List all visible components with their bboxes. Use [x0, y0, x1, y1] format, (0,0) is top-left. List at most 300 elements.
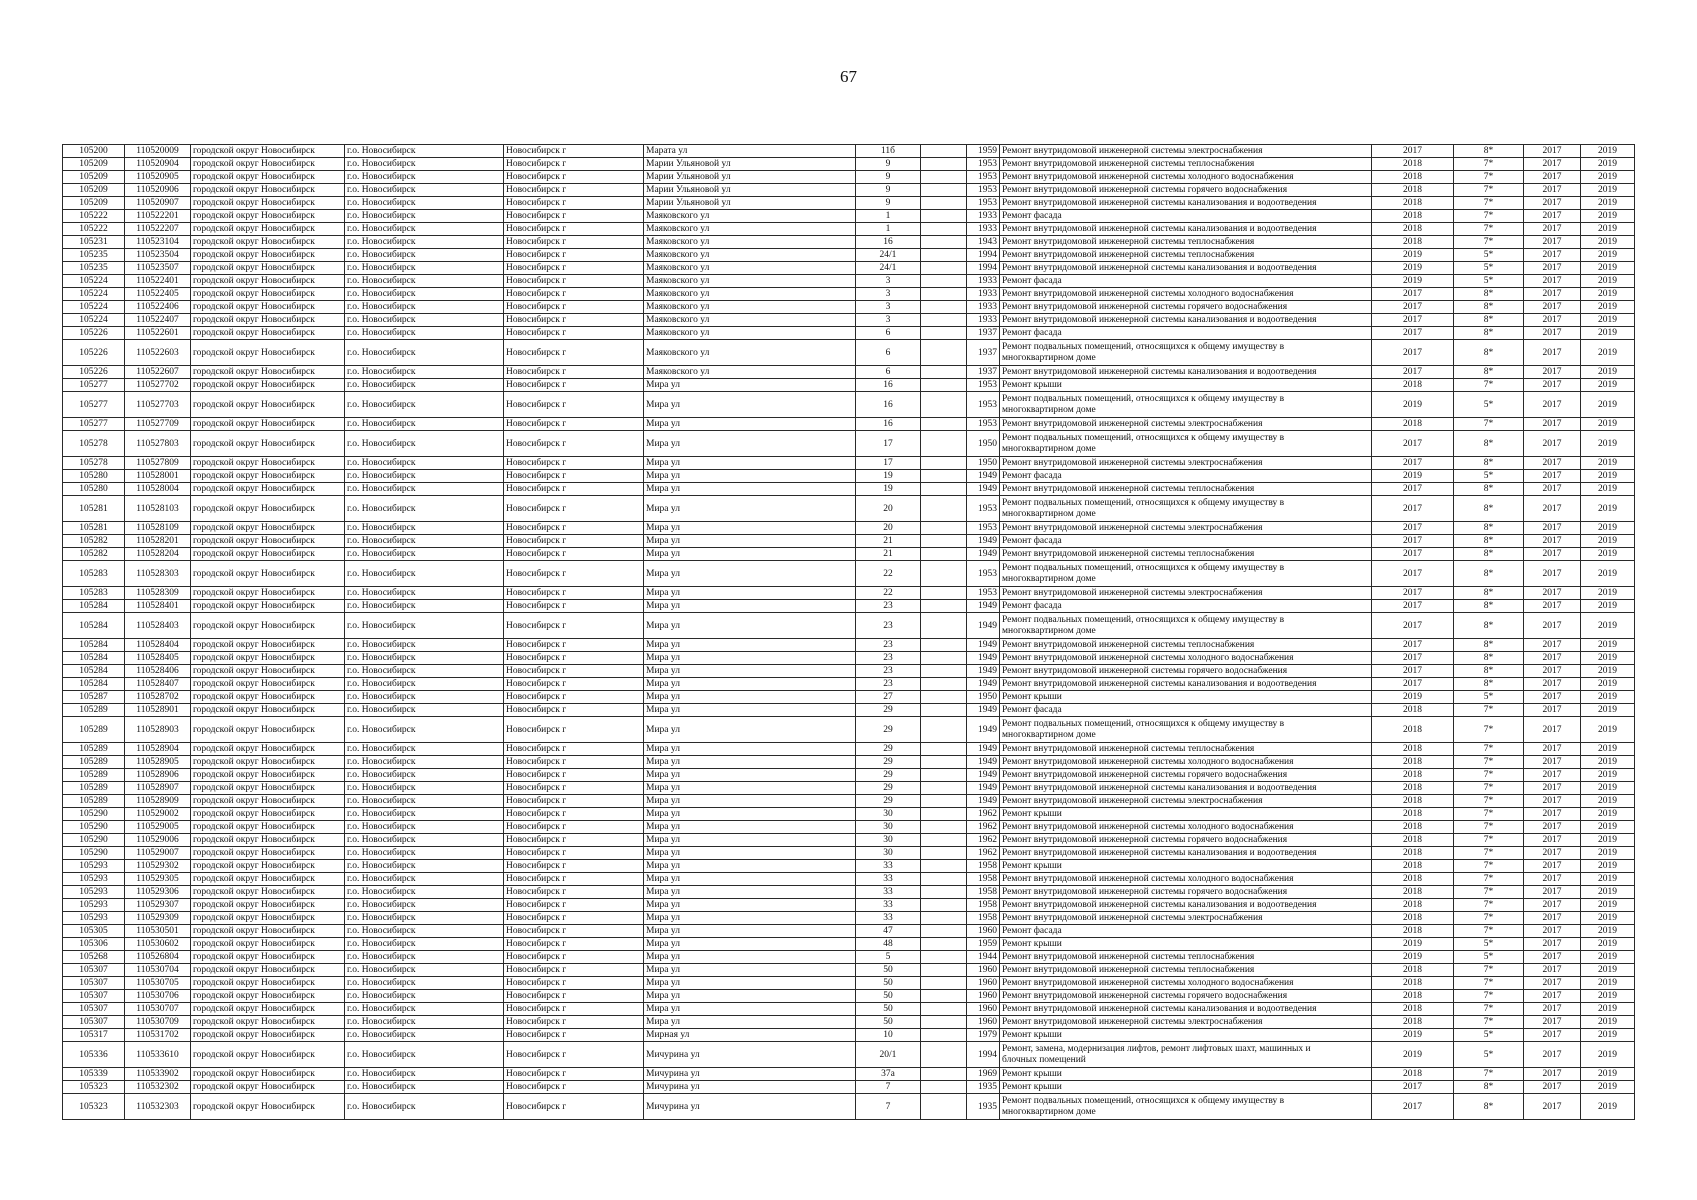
table-row — [63, 769, 1635, 782]
blank-cell — [921, 249, 967, 262]
build-year-cell: 1933 — [967, 223, 1000, 236]
period-end-cell: 2019 — [1581, 275, 1635, 288]
period-start-cell: 2017 — [1524, 743, 1581, 756]
priority-cell: 5* — [1454, 249, 1524, 262]
period-start-cell: 2017 — [1524, 301, 1581, 314]
work-id-cell: 110531702 — [125, 1029, 191, 1042]
work-id-cell: 110529007 — [125, 847, 191, 860]
period-start-cell: 2017 — [1524, 1029, 1581, 1042]
priority-cell: 7* — [1454, 1003, 1524, 1016]
house-number-cell: 23 — [856, 652, 921, 665]
blank-cell — [921, 366, 967, 379]
table-row — [63, 587, 1635, 600]
period-end-cell: 2019 — [1581, 262, 1635, 275]
blank-cell — [921, 990, 967, 1003]
street-cell: Маяковского ул — [644, 223, 856, 236]
locality-cell: Новосибирск г — [504, 275, 644, 288]
work-type-text: Ремонт внутридомовой инженерной системы канализования и водоотведения — [1002, 848, 1317, 858]
work-type-text: Ремонт фасада — [1002, 471, 1062, 481]
work-id-cell: 110528303 — [125, 561, 191, 587]
period-end-cell: 2019 — [1581, 678, 1635, 691]
plan-year-cell: 2019 — [1372, 951, 1454, 964]
period-start-cell: 2017 — [1524, 535, 1581, 548]
plan-year-cell: 2018 — [1372, 769, 1454, 782]
work-id-cell: 110527803 — [125, 431, 191, 457]
priority-cell: 8* — [1454, 145, 1524, 158]
work-type-cell — [1000, 821, 1372, 834]
street-cell: Мира ул — [644, 769, 856, 782]
city-district-cell: г.о. Новосибирск — [345, 301, 504, 314]
street-cell: Мира ул — [644, 977, 856, 990]
house-number-cell: 23 — [856, 600, 921, 613]
object-id-cell: 105278 — [63, 457, 125, 470]
street-cell: Маяковского ул — [644, 288, 856, 301]
blank-cell — [921, 691, 967, 704]
locality-cell: Новосибирск г — [504, 1068, 644, 1081]
object-id-cell: 105307 — [63, 977, 125, 990]
locality-cell: Новосибирск г — [504, 782, 644, 795]
priority-cell: 7* — [1454, 184, 1524, 197]
street-cell: Мира ул — [644, 613, 856, 639]
street-cell: Маяковского ул — [644, 301, 856, 314]
plan-year-cell: 2018 — [1372, 379, 1454, 392]
period-start-cell: 2017 — [1524, 691, 1581, 704]
object-id-cell: 105289 — [63, 704, 125, 717]
locality-cell: Новосибирск г — [504, 197, 644, 210]
period-end-cell: 2019 — [1581, 561, 1635, 587]
work-type-text: Ремонт внутридомовой инженерной системы горячего водоснабжения — [1002, 302, 1288, 312]
plan-year-cell: 2018 — [1372, 184, 1454, 197]
object-id-cell: 105323 — [63, 1094, 125, 1120]
priority-cell: 5* — [1454, 938, 1524, 951]
period-end-cell: 2019 — [1581, 912, 1635, 925]
work-type-cell — [1000, 756, 1372, 769]
municipality-cell: городской округ Новосибирск — [191, 704, 345, 717]
house-number-cell: 20/1 — [856, 1042, 921, 1068]
priority-cell: 8* — [1454, 288, 1524, 301]
object-id-cell: 105339 — [63, 1068, 125, 1081]
house-number-cell: 1 — [856, 223, 921, 236]
work-type-text: Ремонт внутридомовой инженерной системы электроснабжения — [1002, 146, 1263, 156]
work-id-cell: 110527702 — [125, 379, 191, 392]
city-district-cell: г.о. Новосибирск — [345, 379, 504, 392]
work-id-cell: 110528906 — [125, 769, 191, 782]
object-id-cell: 105222 — [63, 223, 125, 236]
house-number-cell: 33 — [856, 860, 921, 873]
house-number-cell: 20 — [856, 522, 921, 535]
priority-cell: 7* — [1454, 964, 1524, 977]
work-id-cell: 110528403 — [125, 613, 191, 639]
plan-year-cell: 2018 — [1372, 990, 1454, 1003]
city-district-cell: г.о. Новосибирск — [345, 704, 504, 717]
blank-cell — [921, 743, 967, 756]
period-end-cell: 2019 — [1581, 548, 1635, 561]
build-year-cell: 1949 — [967, 717, 1000, 743]
priority-cell: 8* — [1454, 522, 1524, 535]
period-start-cell: 2017 — [1524, 938, 1581, 951]
municipality-cell: городской округ Новосибирск — [191, 535, 345, 548]
build-year-cell: 1959 — [967, 938, 1000, 951]
period-start-cell: 2017 — [1524, 288, 1581, 301]
locality-cell: Новосибирск г — [504, 756, 644, 769]
period-end-cell: 2019 — [1581, 1029, 1635, 1042]
locality-cell: Новосибирск г — [504, 1094, 644, 1120]
period-end-cell: 2019 — [1581, 236, 1635, 249]
house-number-cell: 10 — [856, 1029, 921, 1042]
work-type-text: Ремонт внутридомовой инженерной системы горячего водоснабжения — [1002, 835, 1288, 845]
work-type-text: Ремонт крыши — [1002, 380, 1062, 390]
build-year-cell: 1949 — [967, 743, 1000, 756]
work-type-cell — [1000, 249, 1372, 262]
street-cell: Мира ул — [644, 691, 856, 704]
street-cell: Мичурина ул — [644, 1094, 856, 1120]
object-id-cell: 105289 — [63, 795, 125, 808]
house-number-cell: 3 — [856, 301, 921, 314]
period-end-cell: 2019 — [1581, 340, 1635, 366]
work-type-text: Ремонт внутридомовой инженерной системы канализования и водоотведения — [1002, 1004, 1317, 1014]
street-cell: Мичурина ул — [644, 1042, 856, 1068]
period-start-cell: 2017 — [1524, 145, 1581, 158]
street-cell: Мира ул — [644, 496, 856, 522]
object-id-cell: 105224 — [63, 314, 125, 327]
city-district-cell: г.о. Новосибирск — [345, 158, 504, 171]
period-start-cell: 2017 — [1524, 379, 1581, 392]
municipality-cell: городской округ Новосибирск — [191, 925, 345, 938]
city-district-cell: г.о. Новосибирск — [345, 249, 504, 262]
period-start-cell: 2017 — [1524, 158, 1581, 171]
build-year-cell: 1960 — [967, 925, 1000, 938]
plan-year-cell: 2019 — [1372, 249, 1454, 262]
street-cell: Мира ул — [644, 418, 856, 431]
work-type-text: Ремонт подвальных помещений, относящихся к общему имуществу в многоквартирном доме — [1002, 1095, 1285, 1117]
house-number-cell: 30 — [856, 834, 921, 847]
blank-cell — [921, 613, 967, 639]
city-district-cell: г.о. Новосибирск — [345, 1029, 504, 1042]
period-start-cell: 2017 — [1524, 327, 1581, 340]
plan-year-cell: 2017 — [1372, 548, 1454, 561]
object-id-cell: 105290 — [63, 834, 125, 847]
city-district-cell: г.о. Новосибирск — [345, 535, 504, 548]
period-end-cell: 2019 — [1581, 249, 1635, 262]
blank-cell — [921, 301, 967, 314]
blank-cell — [921, 782, 967, 795]
street-cell: Мира ул — [644, 886, 856, 899]
blank-cell — [921, 327, 967, 340]
period-start-cell: 2017 — [1524, 613, 1581, 639]
build-year-cell: 1962 — [967, 847, 1000, 860]
work-type-text: Ремонт подвальных помещений, относящихся к общему имуществу в многоквартирном доме — [1002, 718, 1285, 740]
street-cell: Марии Ульяновой ул — [644, 171, 856, 184]
period-end-cell: 2019 — [1581, 210, 1635, 223]
plan-year-cell: 2018 — [1372, 912, 1454, 925]
work-id-cell: 110529305 — [125, 873, 191, 886]
period-start-cell: 2017 — [1524, 600, 1581, 613]
build-year-cell: 1933 — [967, 275, 1000, 288]
period-end-cell: 2019 — [1581, 795, 1635, 808]
period-start-cell: 2017 — [1524, 912, 1581, 925]
house-number-cell: 9 — [856, 184, 921, 197]
work-type-cell — [1000, 470, 1372, 483]
table-row — [63, 470, 1635, 483]
blank-cell — [921, 483, 967, 496]
house-number-cell: 23 — [856, 678, 921, 691]
work-type-text: Ремонт внутридомовой инженерной системы холодного водоснабжения — [1002, 822, 1294, 832]
work-id-cell: 110528909 — [125, 795, 191, 808]
plan-year-cell: 2018 — [1372, 808, 1454, 821]
work-type-text: Ремонт, замена, модернизация лифтов, ремонт лифтовых шахт, машинных и блочных помещений — [1002, 1043, 1311, 1065]
object-id-cell: 105235 — [63, 249, 125, 262]
work-type-text: Ремонт внутридомовой инженерной системы холодного водоснабжения — [1002, 653, 1294, 663]
blank-cell — [921, 821, 967, 834]
blank-cell — [921, 860, 967, 873]
build-year-cell: 1949 — [967, 704, 1000, 717]
table-row — [63, 665, 1635, 678]
work-type-text: Ремонт фасада — [1002, 601, 1062, 611]
period-end-cell: 2019 — [1581, 938, 1635, 951]
street-cell: Маяковского ул — [644, 327, 856, 340]
city-district-cell: г.о. Новосибирск — [345, 613, 504, 639]
table-row — [63, 483, 1635, 496]
house-number-cell: 30 — [856, 821, 921, 834]
period-start-cell: 2017 — [1524, 184, 1581, 197]
work-type-text: Ремонт внутридомовой инженерной системы электроснабжения — [1002, 1017, 1263, 1027]
work-type-text: Ремонт внутридомовой инженерной системы горячего водоснабжения — [1002, 991, 1288, 1001]
work-type-cell — [1000, 431, 1372, 457]
city-district-cell: г.о. Новосибирск — [345, 769, 504, 782]
work-type-text: Ремонт подвальных помещений, относящихся к общему имуществу в многоквартирном доме — [1002, 614, 1285, 636]
priority-cell: 8* — [1454, 652, 1524, 665]
work-type-cell — [1000, 1081, 1372, 1094]
build-year-cell: 1949 — [967, 652, 1000, 665]
locality-cell: Новосибирск г — [504, 301, 644, 314]
locality-cell: Новосибирск г — [504, 938, 644, 951]
plan-year-cell: 2017 — [1372, 496, 1454, 522]
table-row — [63, 1094, 1635, 1120]
work-id-cell: 110528405 — [125, 652, 191, 665]
period-start-cell: 2017 — [1524, 223, 1581, 236]
work-type-text: Ремонт внутридомовой инженерной системы теплоснабжения — [1002, 237, 1255, 247]
period-start-cell: 2017 — [1524, 964, 1581, 977]
table-row — [63, 548, 1635, 561]
street-cell: Мичурина ул — [644, 1081, 856, 1094]
period-start-cell: 2017 — [1524, 847, 1581, 860]
period-start-cell: 2017 — [1524, 795, 1581, 808]
locality-cell: Новосибирск г — [504, 834, 644, 847]
city-district-cell: г.о. Новосибирск — [345, 990, 504, 1003]
period-end-cell: 2019 — [1581, 613, 1635, 639]
table-row — [63, 1029, 1635, 1042]
work-id-cell: 110530704 — [125, 964, 191, 977]
plan-year-cell: 2018 — [1372, 197, 1454, 210]
locality-cell: Новосибирск г — [504, 795, 644, 808]
work-type-text: Ремонт внутридомовой инженерной системы теплоснабжения — [1002, 484, 1255, 494]
build-year-cell: 1962 — [967, 821, 1000, 834]
build-year-cell: 1935 — [967, 1094, 1000, 1120]
work-type-text: Ремонт фасада — [1002, 705, 1062, 715]
locality-cell: Новосибирск г — [504, 899, 644, 912]
build-year-cell: 1969 — [967, 1068, 1000, 1081]
work-id-cell: 110520906 — [125, 184, 191, 197]
priority-cell: 5* — [1454, 392, 1524, 418]
table-row — [63, 431, 1635, 457]
city-district-cell: г.о. Новосибирск — [345, 743, 504, 756]
object-id-cell: 105293 — [63, 873, 125, 886]
house-number-cell: 33 — [856, 899, 921, 912]
object-id-cell: 105305 — [63, 925, 125, 938]
locality-cell: Новосибирск г — [504, 1042, 644, 1068]
house-number-cell: 3 — [856, 288, 921, 301]
plan-year-cell: 2019 — [1372, 392, 1454, 418]
table-row — [63, 938, 1635, 951]
period-end-cell: 2019 — [1581, 145, 1635, 158]
municipality-cell: городской округ Новосибирск — [191, 639, 345, 652]
locality-cell: Новосибирск г — [504, 431, 644, 457]
priority-cell: 7* — [1454, 795, 1524, 808]
city-district-cell: г.о. Новосибирск — [345, 1003, 504, 1016]
locality-cell: Новосибирск г — [504, 288, 644, 301]
work-id-cell: 110520009 — [125, 145, 191, 158]
plan-year-cell: 2018 — [1372, 795, 1454, 808]
object-id-cell: 105287 — [63, 691, 125, 704]
build-year-cell: 1937 — [967, 340, 1000, 366]
table-row — [63, 808, 1635, 821]
work-id-cell: 110530706 — [125, 990, 191, 1003]
street-cell: Мира ул — [644, 1016, 856, 1029]
city-district-cell: г.о. Новосибирск — [345, 691, 504, 704]
work-id-cell: 110522405 — [125, 288, 191, 301]
work-type-cell — [1000, 613, 1372, 639]
plan-year-cell: 2018 — [1372, 886, 1454, 899]
street-cell: Мира ул — [644, 483, 856, 496]
priority-cell: 7* — [1454, 860, 1524, 873]
work-type-cell — [1000, 418, 1372, 431]
work-id-cell: 110528109 — [125, 522, 191, 535]
blank-cell — [921, 873, 967, 886]
priority-cell: 7* — [1454, 418, 1524, 431]
work-type-cell — [1000, 158, 1372, 171]
table-row — [63, 717, 1635, 743]
work-type-cell — [1000, 665, 1372, 678]
work-type-text: Ремонт внутридомовой инженерной системы электроснабжения — [1002, 796, 1263, 806]
priority-cell: 7* — [1454, 899, 1524, 912]
plan-year-cell: 2017 — [1372, 327, 1454, 340]
table-body — [63, 145, 1635, 1120]
table-row — [63, 704, 1635, 717]
work-id-cell: 110530602 — [125, 938, 191, 951]
locality-cell: Новосибирск г — [504, 990, 644, 1003]
plan-year-cell: 2017 — [1372, 301, 1454, 314]
priority-cell: 7* — [1454, 379, 1524, 392]
street-cell: Мира ул — [644, 522, 856, 535]
locality-cell: Новосибирск г — [504, 561, 644, 587]
blank-cell — [921, 561, 967, 587]
blank-cell — [921, 912, 967, 925]
object-id-cell: 105284 — [63, 613, 125, 639]
build-year-cell: 1937 — [967, 327, 1000, 340]
period-end-cell: 2019 — [1581, 860, 1635, 873]
city-district-cell: г.о. Новосибирск — [345, 431, 504, 457]
municipality-cell: городской округ Новосибирск — [191, 522, 345, 535]
city-district-cell: г.о. Новосибирск — [345, 392, 504, 418]
period-end-cell: 2019 — [1581, 197, 1635, 210]
period-end-cell: 2019 — [1581, 1081, 1635, 1094]
object-id-cell: 105226 — [63, 366, 125, 379]
object-id-cell: 105293 — [63, 912, 125, 925]
municipality-cell: городской округ Новосибирск — [191, 288, 345, 301]
period-start-cell: 2017 — [1524, 990, 1581, 1003]
table-row — [63, 678, 1635, 691]
locality-cell: Новосибирск г — [504, 613, 644, 639]
blank-cell — [921, 431, 967, 457]
work-type-cell — [1000, 548, 1372, 561]
object-id-cell: 105224 — [63, 275, 125, 288]
object-id-cell: 105200 — [63, 145, 125, 158]
municipality-cell: городской округ Новосибирск — [191, 366, 345, 379]
blank-cell — [921, 587, 967, 600]
object-id-cell: 105284 — [63, 678, 125, 691]
object-id-cell: 105307 — [63, 990, 125, 1003]
build-year-cell: 1950 — [967, 691, 1000, 704]
object-id-cell: 105323 — [63, 1081, 125, 1094]
object-id-cell: 105231 — [63, 236, 125, 249]
locality-cell: Новосибирск г — [504, 743, 644, 756]
object-id-cell: 105289 — [63, 756, 125, 769]
blank-cell — [921, 184, 967, 197]
blank-cell — [921, 1068, 967, 1081]
plan-year-cell: 2017 — [1372, 483, 1454, 496]
blank-cell — [921, 171, 967, 184]
city-district-cell: г.о. Новосибирск — [345, 418, 504, 431]
city-district-cell: г.о. Новосибирск — [345, 912, 504, 925]
work-id-cell: 110522201 — [125, 210, 191, 223]
object-id-cell: 105280 — [63, 470, 125, 483]
work-id-cell: 110529309 — [125, 912, 191, 925]
house-number-cell: 30 — [856, 847, 921, 860]
table-row — [63, 158, 1635, 171]
work-type-text: Ремонт внутридомовой инженерной системы канализования и водоотведения — [1002, 198, 1317, 208]
work-id-cell: 110527709 — [125, 418, 191, 431]
street-cell: Марата ул — [644, 145, 856, 158]
locality-cell: Новосибирск г — [504, 1003, 644, 1016]
build-year-cell: 1950 — [967, 457, 1000, 470]
city-district-cell: г.о. Новосибирск — [345, 1042, 504, 1068]
house-number-cell: 19 — [856, 483, 921, 496]
house-number-cell: 21 — [856, 535, 921, 548]
locality-cell: Новосибирск г — [504, 951, 644, 964]
house-number-cell: 17 — [856, 457, 921, 470]
street-cell: Мира ул — [644, 899, 856, 912]
house-number-cell: 33 — [856, 886, 921, 899]
locality-cell: Новосибирск г — [504, 327, 644, 340]
locality-cell: Новосибирск г — [504, 587, 644, 600]
period-end-cell: 2019 — [1581, 704, 1635, 717]
city-district-cell: г.о. Новосибирск — [345, 795, 504, 808]
priority-cell: 8* — [1454, 587, 1524, 600]
house-number-cell: 24/1 — [856, 262, 921, 275]
plan-year-cell: 2018 — [1372, 821, 1454, 834]
work-type-cell — [1000, 691, 1372, 704]
work-type-text: Ремонт внутридомовой инженерной системы канализования и водоотведения — [1002, 367, 1317, 377]
work-type-cell — [1000, 535, 1372, 548]
capital-repair-table — [62, 144, 1635, 1120]
work-id-cell: 110528103 — [125, 496, 191, 522]
period-end-cell: 2019 — [1581, 782, 1635, 795]
municipality-cell: городской округ Новосибирск — [191, 496, 345, 522]
object-id-cell: 105209 — [63, 184, 125, 197]
work-type-text: Ремонт внутридомовой инженерной системы горячего водоснабжения — [1002, 770, 1288, 780]
priority-cell: 8* — [1454, 613, 1524, 639]
work-id-cell: 110528901 — [125, 704, 191, 717]
